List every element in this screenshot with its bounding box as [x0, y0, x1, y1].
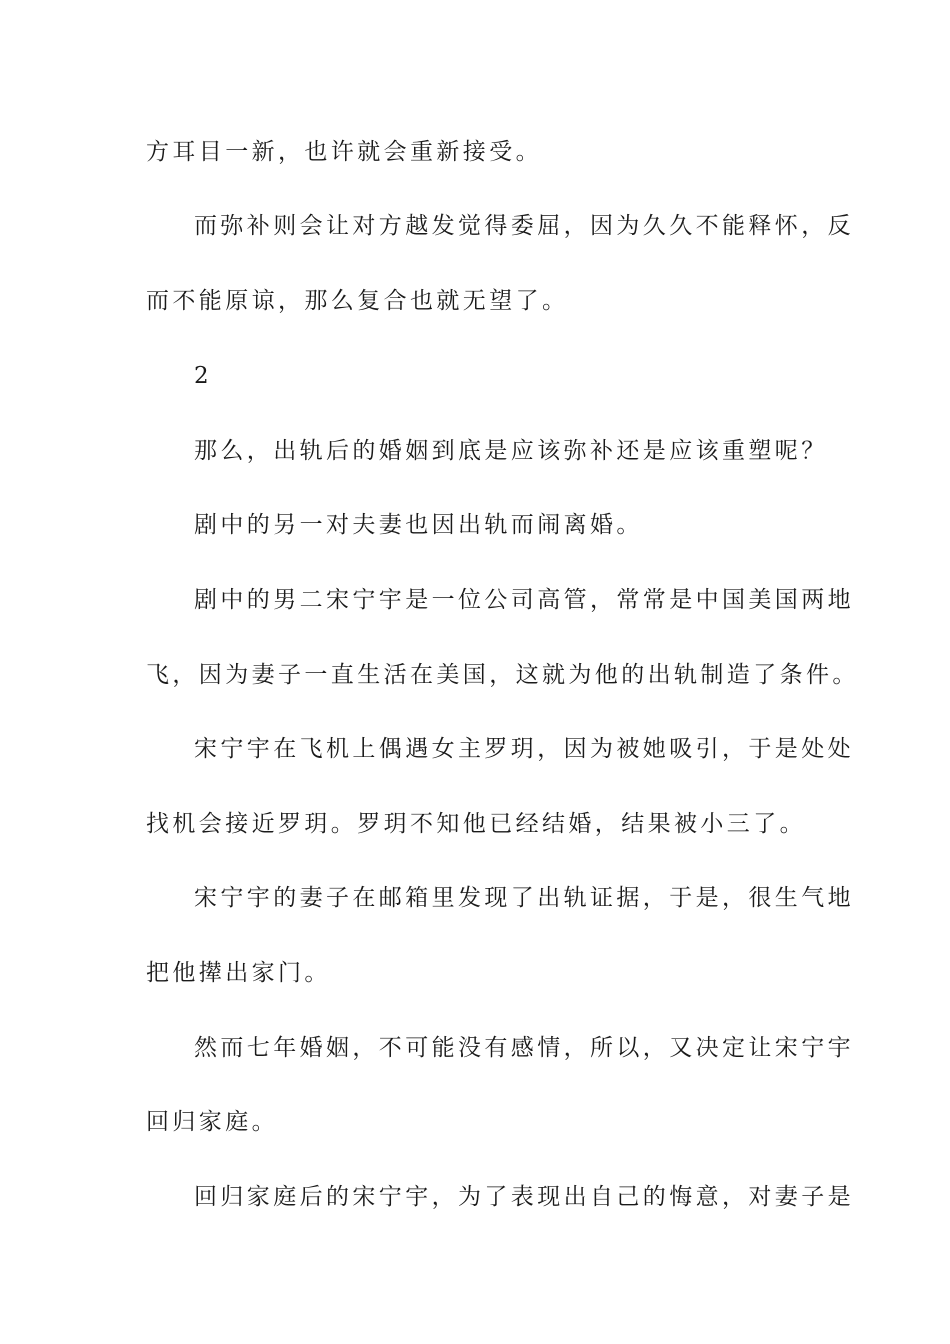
- paragraph-line: 把他撵出家门。: [146, 960, 331, 986]
- paragraph-line: 宋宁宇的妻子在邮箱里发现了出轨证据，于是，很生气地: [194, 885, 854, 911]
- paragraph-line: 宋宁宇在飞机上偶遇女主罗玥，因为被她吸引，于是处处: [194, 736, 854, 762]
- paragraph-line: 而不能原谅，那么复合也就无望了。: [146, 288, 569, 314]
- paragraph-line: 回归家庭后的宋宁宇，为了表现出自己的悔意，对妻子是: [194, 1184, 854, 1210]
- section-number: 2: [194, 363, 213, 389]
- paragraph-line: 剧中的男二宋宁宇是一位公司高管，常常是中国美国两地: [194, 587, 854, 613]
- paragraph-line: 回归家庭。: [146, 1109, 278, 1135]
- paragraph-line: 方耳目一新，也许就会重新接受。: [146, 139, 542, 165]
- paragraph-line: 而弥补则会让对方越发觉得委屈，因为久久不能释怀，反: [194, 213, 854, 239]
- paragraph-line: 剧中的另一对夫妻也因出轨而闹离婚。: [194, 512, 643, 538]
- paragraph-line: 然而七年婚姻，不可能没有感情，所以，又决定让宋宁宇: [194, 1035, 854, 1061]
- paragraph-line: 那么，出轨后的婚姻到底是应该弥补还是应该重塑呢？: [194, 438, 828, 464]
- paragraph-line: 找机会接近罗玥。罗玥不知他已经结婚，结果被小三了。: [146, 811, 806, 837]
- paragraph-line: 飞，因为妻子一直生活在美国，这就为他的出轨制造了条件。: [146, 662, 859, 688]
